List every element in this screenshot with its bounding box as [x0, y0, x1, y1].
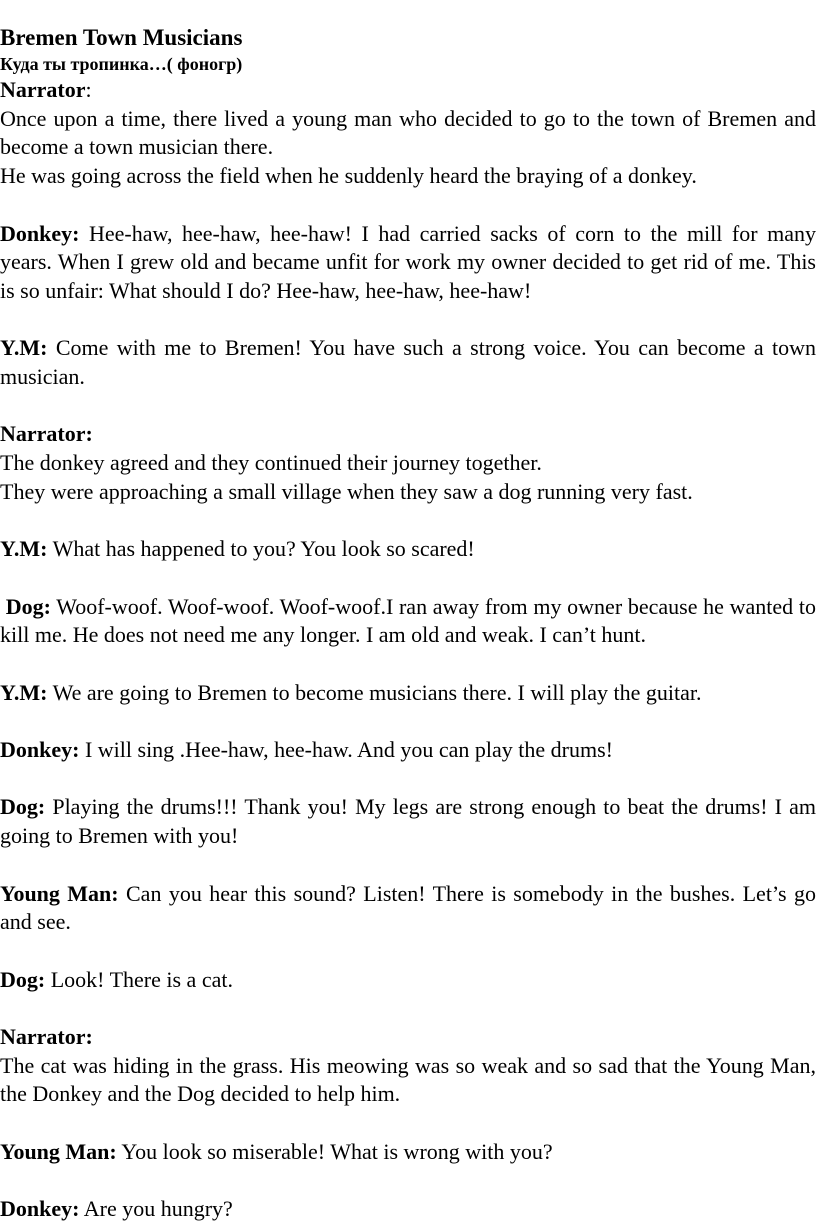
dialogue-text: What has happened to you? You look so scared!	[47, 536, 475, 562]
narration-line: He was going across the field when he suddenly heard the braying of a donkey.	[0, 163, 697, 189]
dialogue-text: Are you hungry?	[79, 1196, 233, 1222]
paragraph-gap	[0, 392, 816, 421]
paragraph-gap	[0, 564, 816, 593]
document-subtitle: Куда ты тропинка…( фоногр)	[0, 54, 243, 74]
narration-line: The donkey agreed and they continued their journey together.	[0, 450, 542, 476]
dialogue-text: You look so miserable! What is wrong with you?	[116, 1138, 553, 1164]
speaker-colon: :	[85, 77, 92, 102]
speaker-label: Narrator:	[0, 421, 93, 447]
paragraph-gap	[0, 937, 816, 966]
speaker-label: Young Man:	[0, 1138, 117, 1164]
dialogue-ym	[0, 679, 816, 708]
dialogue-text: Can you hear this sound? Listen! There is somebody in the bushes. Let’s go and see.	[0, 880, 816, 935]
narration-paragraph: Once upon a time, there lived a young man who decided to go to the town of Bremen and become a town musician there.	[0, 105, 816, 160]
speaker-line-narrator	[0, 1023, 816, 1052]
dialogue-text: Come with me to Bremen! You have such a strong voice. You can become a town musician.	[0, 335, 816, 389]
dialogue-text: I will sing .Hee-haw, hee-haw. And you can play the drums!	[79, 737, 614, 763]
paragraph-gap	[0, 707, 816, 736]
dialogue-text: Hee-haw, hee-haw, hee-haw! I had carried sacks of corn to the mill for many years. When I grew old and became unfit for work my owner decided to get rid of me. This is so unfair: What should I do? Hee-haw, hee-haw, hee-haw!	[0, 220, 816, 303]
dialogue-donkey	[0, 1195, 816, 1224]
speaker-label: Y.M:	[0, 335, 48, 361]
speaker-line-narrator	[0, 420, 816, 449]
narration-line: They were approaching a small village when they saw a dog running very fast.	[0, 478, 693, 504]
speaker-label: Y.M:	[0, 536, 48, 562]
document-title: Bremen Town Musicians	[0, 25, 243, 50]
speaker-label: Dog:	[0, 966, 46, 992]
speaker-label: Young Man:	[0, 880, 119, 906]
paragraph-gap	[0, 306, 816, 335]
speaker-label: Y.M:	[0, 679, 48, 705]
speaker-label: Dog:	[0, 794, 46, 820]
speaker-label: Donkey:	[0, 1196, 80, 1222]
paragraph-gap	[0, 507, 816, 536]
paragraph-gap	[0, 1109, 816, 1138]
dialogue-text: Playing the drums!!! Thank you! My legs are strong enough to beat the drums! I am going to Bremen with you!	[0, 794, 816, 849]
narration-paragraph: The cat was hiding in the grass. His meowing was so weak and so sad that the Young Man, the Donkey and the Dog decided to help him.	[0, 1052, 816, 1107]
paragraph-gap	[0, 1167, 816, 1196]
paragraph-gap	[0, 994, 816, 1023]
dialogue-young-man	[0, 880, 816, 937]
dialogue-young-man	[0, 1138, 816, 1167]
dialogue-dog	[0, 966, 816, 995]
paragraph-gap	[0, 851, 816, 880]
dialogue-ym	[0, 535, 816, 564]
paragraph-gap	[0, 191, 816, 220]
speaker-label: Narrator	[0, 77, 86, 102]
speaker-label: Donkey:	[0, 220, 80, 246]
speaker-line-narrator-intro	[0, 76, 816, 105]
dialogue-donkey	[0, 220, 816, 306]
speaker-label: Dog:	[0, 593, 51, 619]
paragraph-gap	[0, 650, 816, 679]
paragraph-gap	[0, 765, 816, 794]
dialogue-donkey	[0, 736, 816, 765]
dialogue-ym	[0, 334, 816, 391]
document-page	[0, 24, 816, 1224]
speaker-label: Donkey:	[0, 737, 80, 763]
dialogue-text: Look! There is a cat.	[45, 966, 233, 992]
dialogue-text: We are going to Bremen to become musicians there. I will play the guitar.	[47, 679, 702, 705]
dialogue-dog	[0, 793, 816, 850]
dialogue-dog	[0, 593, 816, 650]
speaker-label: Narrator:	[0, 1024, 93, 1050]
dialogue-text: Woof-woof. Woof-woof. Woof-woof.I ran away from my owner because he wanted to kill me. He does not need me any longer. I am old and weak. I can’t hunt.	[0, 593, 816, 648]
